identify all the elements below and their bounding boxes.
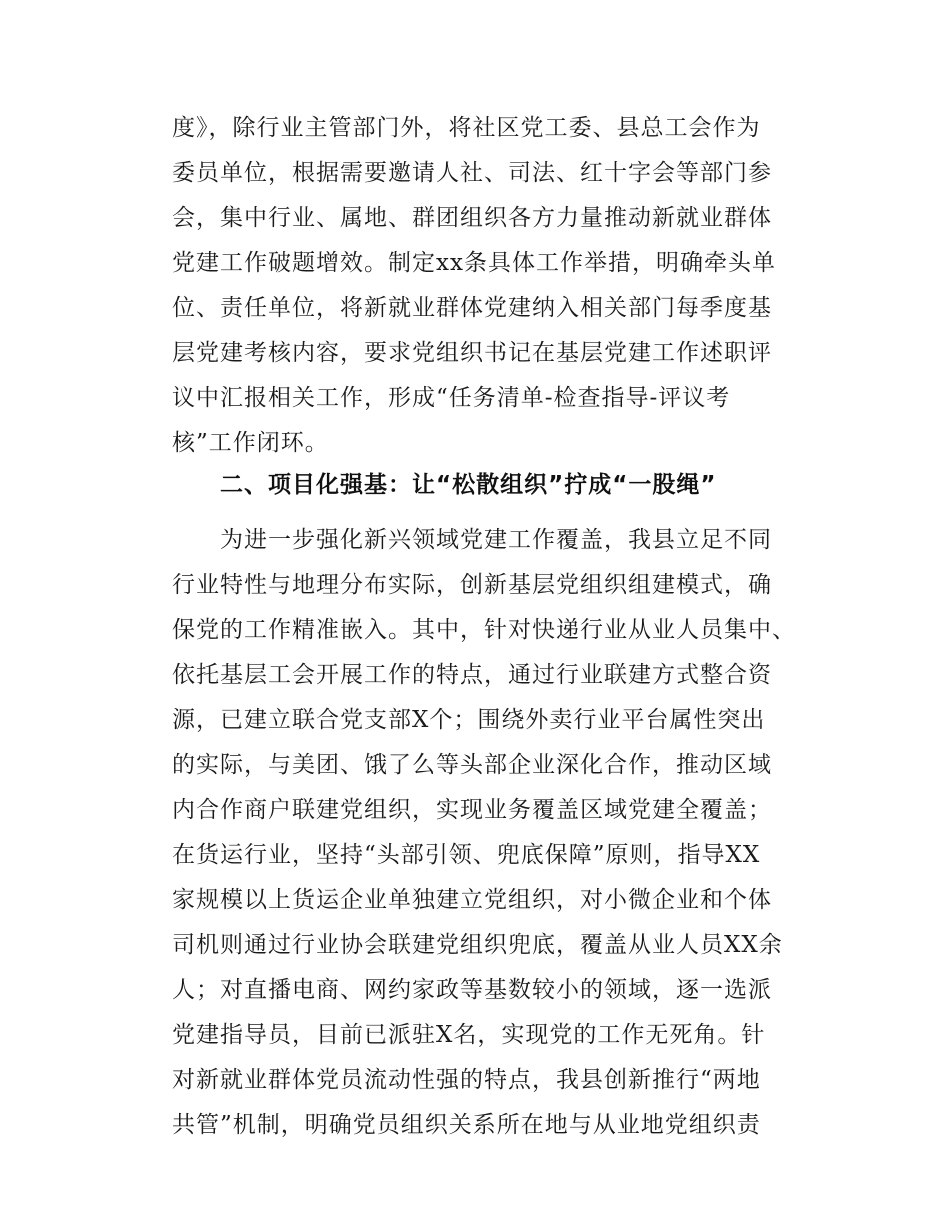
text-line: 依托基层工会开展工作的特点，通过行业联建方式整合资 xyxy=(172,662,772,688)
text-line: 的实际，与美团、饿了么等头部企业深化合作，推动区域 xyxy=(172,752,772,778)
text-line: 内合作商户联建党组织，实现业务覆盖区域党建全覆盖； xyxy=(172,797,772,823)
paragraph-2 xyxy=(172,518,812,1148)
text-line: 度》，除行业主管部门外，将社区党工委、县总工会作为 xyxy=(172,115,761,141)
text-line: 党建工作破题增效。制定xx条具体工作举措，明确牵头单 xyxy=(172,250,776,276)
text-line: 司机则通过行业协会联建党组织兜底，覆盖从业人员XX余 xyxy=(172,932,783,958)
text-line: 议中汇报相关工作，形成“任务清单-检查指导-评议考 xyxy=(172,385,731,411)
section-heading: 二、项目化强基：让“松散组织”拧成“一股绳” xyxy=(220,472,717,498)
text-line: 人；对直播电商、网约家政等基数较小的领域，逐一选派 xyxy=(172,977,772,1003)
text-line: 在货运行业，坚持“头部引领、兜底保障”原则，指导XX xyxy=(172,842,761,868)
text-line: 为进一步强化新兴领域党建工作覆盖，我县立足不同 xyxy=(172,527,772,553)
text-line: 层党建考核内容，要求党组织书记在基层党建工作述职评 xyxy=(172,340,772,366)
paragraph-1 xyxy=(172,106,812,466)
text-line: 委员单位，根据需要邀请人社、司法、红十字会等部门参 xyxy=(172,160,772,186)
text-line: 位、责任单位，将新就业群体党建纳入相关部门每季度基 xyxy=(172,295,772,321)
text-line: 源，已建立联合党支部X个；围绕外卖行业平台属性突出 xyxy=(172,707,766,733)
text-line: 对新就业群体党员流动性强的特点，我县创新推行“两地 xyxy=(172,1067,761,1093)
text-line: 共管”机制，明确党员组织关系所在地与从业地党组织责 xyxy=(172,1112,761,1138)
text-line: 党建指导员，目前已派驻X名，实现党的工作无死角。针 xyxy=(172,1022,766,1048)
text-line: 核”工作闭环。 xyxy=(172,430,329,456)
text-line: 行业特性与地理分布实际，创新基层党组织组建模式，确 xyxy=(172,572,772,598)
text-line: 保党的工作精准嵌入。其中，针对快递行业从业人员集中、 xyxy=(172,617,796,643)
text-line: 家规模以上货运企业单独建立党组织，对小微企业和个体 xyxy=(172,887,772,913)
text-line: 会，集中行业、属地、群团组织各方力量推动新就业群体 xyxy=(172,205,772,231)
